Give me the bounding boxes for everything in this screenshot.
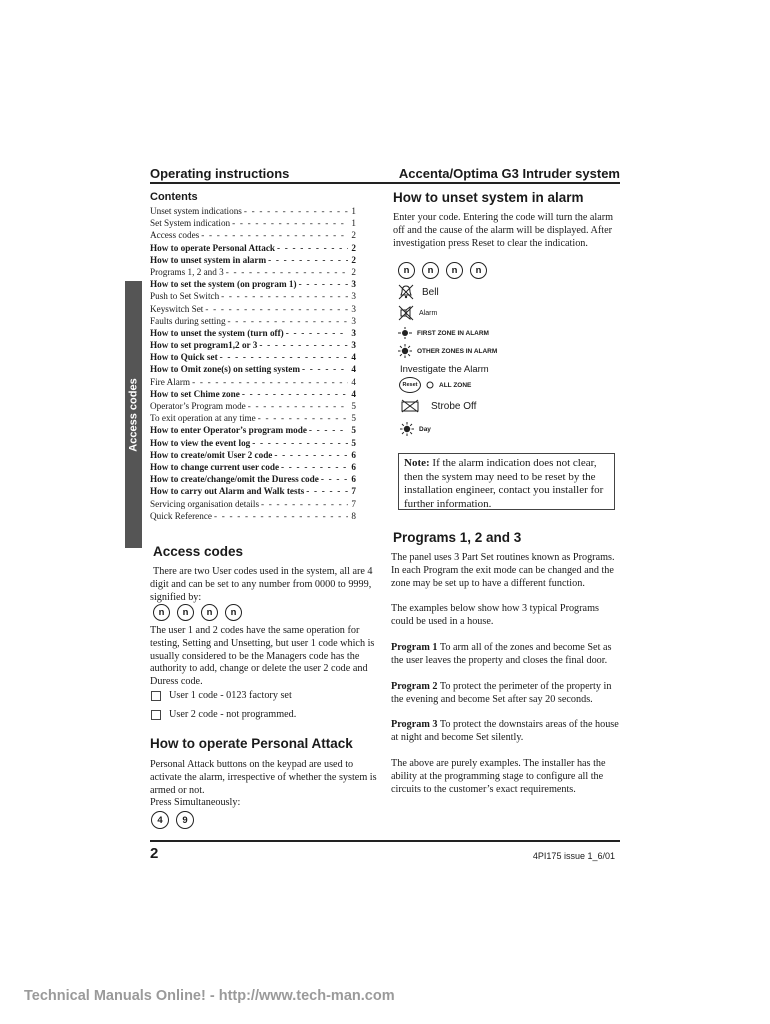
keypad-key-icon: n xyxy=(422,262,439,279)
day-label: Day xyxy=(419,425,431,433)
toc-entry-label: How to carry out Alarm and Walk tests xyxy=(150,486,305,497)
footer-rule xyxy=(150,840,620,842)
toc-entry-label: Programs 1, 2 and 3 xyxy=(150,266,224,277)
unlit-light-icon xyxy=(426,381,434,389)
toc-row xyxy=(150,254,356,266)
toc-row xyxy=(150,388,356,400)
toc-leader-dots xyxy=(300,363,348,375)
personal-attack-keys xyxy=(151,811,194,829)
toc-row xyxy=(150,351,356,363)
toc-entry-label: Servicing organisation details xyxy=(150,498,260,509)
toc-leader-dots xyxy=(190,376,348,388)
header-right-title: Accenta/Optima G3 Intruder system xyxy=(398,166,620,181)
toc-row xyxy=(150,363,356,375)
issue-number: 4PI175 issue 1_6/01 xyxy=(532,851,615,861)
toc-entry-page: 3 xyxy=(351,291,356,302)
program1-text xyxy=(391,642,619,668)
toc-entry-page: 5 xyxy=(351,401,356,411)
user2-code-text: User 2 code - not programmed. xyxy=(169,709,297,720)
toc-leader-dots xyxy=(319,473,348,485)
toc-row xyxy=(150,278,356,290)
programs-para3: The above are purely examples. The installer has the ability at the programming stage to configure all the circuits to the customer’s exact requirements. xyxy=(391,758,606,795)
note-text: If the alarm indication does not clear, then the system may need to be reset by the installation engineer, contact you installer for further information. xyxy=(404,457,604,510)
checkbox-icon xyxy=(151,710,161,720)
toc-entry-label: How to unset the system (turn off) xyxy=(150,327,284,338)
access-codes-heading: Access codes xyxy=(153,544,244,559)
toc-entry-label: How to view the event log xyxy=(150,437,251,448)
toc-entry-page: 1 xyxy=(351,218,356,229)
flashing-light-icon xyxy=(398,327,412,339)
user1-code-text: User 1 code - 0123 factory set xyxy=(169,690,292,701)
toc-entry-page: 6 xyxy=(351,461,356,472)
toc-entry-label: Operator’s Program mode xyxy=(150,401,246,411)
toc-entry-page: 7 xyxy=(351,486,356,497)
toc-leader-dots xyxy=(256,412,348,424)
toc-row xyxy=(150,449,356,461)
toc-entry-page: 2 xyxy=(351,266,356,277)
program3-label: Program 3 xyxy=(391,719,438,730)
table-of-contents xyxy=(150,205,356,522)
toc-leader-dots xyxy=(304,485,348,497)
personal-attack-para: Personal Attack buttons on the keypad are used to activate the alarm, irrespective of whether the system is armed or not. xyxy=(150,759,377,796)
toc-row xyxy=(150,339,356,351)
bell-label: Bell xyxy=(422,286,439,298)
alarm-label: Alarm xyxy=(419,309,438,317)
toc-entry-label: How to create/omit User 2 code xyxy=(150,449,273,460)
toc-entry-page: 4 xyxy=(351,352,356,363)
program2-text xyxy=(391,681,619,707)
toc-row xyxy=(150,217,356,229)
day-light-icon xyxy=(400,422,414,436)
keypad-key-icon: n xyxy=(470,262,487,279)
toc-row xyxy=(150,327,356,339)
toc-row xyxy=(150,205,356,217)
toc-leader-dots xyxy=(266,254,348,266)
toc-entry-page: 8 xyxy=(351,510,356,521)
toc-entry-label: How to operate Personal Attack xyxy=(150,242,276,253)
toc-row xyxy=(150,242,356,254)
toc-entry-label: Set System indication xyxy=(150,218,231,229)
program1-label: Program 1 xyxy=(391,642,438,653)
keypad-key-icon: 4 xyxy=(151,811,169,829)
side-tab-label: Access codes xyxy=(127,377,140,452)
toc-row xyxy=(150,400,356,412)
toc-row xyxy=(150,473,356,485)
toc-entry-page: 3 xyxy=(351,315,356,326)
unset-code-keys xyxy=(398,262,487,279)
first-zone-indicator xyxy=(398,327,489,339)
toc-row xyxy=(150,461,356,473)
toc-row xyxy=(150,266,356,278)
toc-row xyxy=(150,424,356,436)
toc-entry-label: How to unset system in alarm xyxy=(150,254,267,265)
header-rule xyxy=(150,182,620,184)
program3-desc: To protect the downstairs areas of the house at night and become Set silently. xyxy=(391,719,619,743)
toc-leader-dots xyxy=(230,217,348,229)
keypad-key-icon: n xyxy=(446,262,463,279)
toc-leader-dots xyxy=(257,339,348,351)
toc-leader-dots xyxy=(240,388,348,400)
toc-row xyxy=(150,376,356,388)
toc-entry-page: 6 xyxy=(351,474,356,485)
note-box xyxy=(398,453,615,510)
other-zones-indicator xyxy=(398,344,497,358)
toc-leader-dots xyxy=(279,461,348,473)
checkbox-icon xyxy=(151,691,161,701)
bell-indicator xyxy=(398,284,439,300)
program3-text xyxy=(391,719,619,745)
toc-entry-label: Keyswitch Set xyxy=(150,303,204,314)
toc-entry-label: Faults during setting xyxy=(150,315,226,326)
toc-row xyxy=(150,510,356,522)
all-zone-label: ALL ZONE xyxy=(439,381,472,389)
toc-entry-page: 7 xyxy=(351,498,356,509)
day-indicator xyxy=(400,422,431,436)
toc-entry-label: To exit operation at any time xyxy=(150,413,256,424)
toc-entry-page: 2 xyxy=(351,230,356,241)
toc-leader-dots xyxy=(259,498,348,510)
keypad-key-icon: n xyxy=(153,604,170,621)
watermark-text: Technical Manuals Online! - http://www.tech-man.com xyxy=(24,988,395,1004)
toc-entry-label: How to enter Operator’s program mode xyxy=(150,425,307,436)
programs-para2: The examples below show how 3 typical Programs could be used in a house. xyxy=(391,603,599,627)
other-zones-label: OTHER ZONES IN ALARM xyxy=(417,347,498,355)
toc-row xyxy=(150,229,356,241)
access-codes-para1: There are two User codes used in the system, all are 4 digit and can be set to any number from 0000 to 9999, signified by: xyxy=(150,566,373,603)
press-simultaneously: Press Simultaneously: xyxy=(150,797,241,808)
toc-leader-dots xyxy=(275,242,348,254)
toc-leader-dots xyxy=(250,437,348,449)
toc-entry-label: How to change current user code xyxy=(150,461,280,472)
toc-row xyxy=(150,498,356,510)
header-left-title: Operating instructions xyxy=(150,166,290,181)
programs-para1: The panel uses 3 Part Set routines known as Programs. In each Program the exit mode can be changed and the zone may be set up to have a different function. xyxy=(391,552,615,589)
toc-leader-dots xyxy=(224,266,348,278)
toc-row xyxy=(150,290,356,302)
strobe-off-label: Strobe Off xyxy=(431,400,477,412)
toc-entry-label: How to Omit zone(s) on setting system xyxy=(150,364,301,375)
user2-code-item xyxy=(151,709,296,722)
toc-leader-dots xyxy=(226,315,348,327)
side-section-tab xyxy=(125,281,142,548)
contents-title: Contents xyxy=(150,191,198,203)
toc-entry-page: 5 xyxy=(351,413,356,424)
investigate-alarm-text: Investigate the Alarm xyxy=(400,364,489,375)
alarm-indicator xyxy=(398,305,437,321)
toc-leader-dots xyxy=(203,303,348,315)
toc-entry-label: Quick Reference xyxy=(150,510,212,521)
note-label: Note: xyxy=(404,457,430,469)
toc-entry-page: 3 xyxy=(351,327,356,338)
page-number: 2 xyxy=(150,845,159,862)
toc-leader-dots xyxy=(272,449,348,461)
alarm-crossed-icon xyxy=(398,305,414,321)
toc-entry-page: 6 xyxy=(351,449,356,460)
toc-leader-dots xyxy=(242,205,348,217)
user1-code-item xyxy=(151,690,292,703)
first-zone-label: FIRST ZONE IN ALARM xyxy=(417,329,489,337)
keypad-key-icon: n xyxy=(225,604,242,621)
toc-entry-label: Unset system indications xyxy=(150,206,242,216)
bell-crossed-icon xyxy=(398,284,414,300)
toc-row xyxy=(150,412,356,424)
toc-entry-page: 5 xyxy=(351,437,356,448)
toc-entry-page: 2 xyxy=(351,254,356,265)
program2-label: Program 2 xyxy=(391,681,438,692)
toc-leader-dots xyxy=(219,290,348,302)
keypad-key-icon: n xyxy=(177,604,194,621)
toc-entry-label: How to Quick set xyxy=(150,352,218,363)
toc-entry-page: 1 xyxy=(351,206,356,216)
toc-entry-page: 5 xyxy=(351,425,356,436)
access-codes-para2: The user 1 and 2 codes have the same operation for testing, Setting and Unsetting, but user 1 code which is usually considered to be the Managers code has the authority to add, change or delete the user 2 code and Duress code. xyxy=(150,625,375,688)
access-code-keys xyxy=(153,604,242,621)
toc-leader-dots xyxy=(218,351,348,363)
reset-indicator xyxy=(399,377,471,393)
toc-row xyxy=(150,485,356,497)
strobe-off-indicator xyxy=(400,399,476,413)
toc-leader-dots xyxy=(246,400,348,412)
programs-heading: Programs 1, 2 and 3 xyxy=(393,530,522,545)
toc-leader-dots xyxy=(199,229,348,241)
toc-leader-dots xyxy=(297,278,348,290)
keypad-key-icon: n xyxy=(398,262,415,279)
toc-entry-page: 4 xyxy=(351,388,356,399)
reset-key-icon: Reset xyxy=(399,377,421,393)
toc-entry-page: 3 xyxy=(351,340,356,351)
toc-entry-label: How to create/change/omit the Duress code xyxy=(150,474,319,485)
program2-desc: To protect the perimeter of the property in the evening and become Set after say 20 seconds. xyxy=(391,681,612,705)
toc-row xyxy=(150,437,356,449)
keypad-key-icon: 9 xyxy=(176,811,194,829)
toc-entry-label: Fire Alarm xyxy=(150,376,191,387)
unset-alarm-para: Enter your code. Entering the code will turn the alarm off and the cause of the alarm will be displayed. After investigation press Reset to clear the indication. xyxy=(393,212,614,249)
strobe-crossed-icon xyxy=(400,399,420,413)
toc-entry-page: 2 xyxy=(351,242,356,253)
toc-entry-page: 4 xyxy=(351,376,356,387)
toc-entry-label: How to set program1,2 or 3 xyxy=(150,340,258,351)
toc-leader-dots xyxy=(284,327,348,339)
toc-leader-dots xyxy=(307,424,348,436)
toc-entry-label: Access codes xyxy=(150,230,200,241)
toc-row xyxy=(150,303,356,315)
program1-desc: To arm all of the zones and become Set as the user leaves the property and closes the final door. xyxy=(391,642,612,666)
toc-entry-label: How to set the system (on program 1) xyxy=(150,279,297,290)
toc-entry-label: Push to Set Switch xyxy=(150,291,220,302)
toc-row xyxy=(150,315,356,327)
toc-entry-page: 3 xyxy=(351,279,356,290)
toc-entry-label: How to set Chime zone xyxy=(150,388,240,399)
keypad-key-icon: n xyxy=(201,604,218,621)
personal-attack-heading: How to operate Personal Attack xyxy=(150,736,353,751)
lit-light-icon xyxy=(398,344,412,358)
toc-leader-dots xyxy=(212,510,348,522)
toc-entry-page: 4 xyxy=(351,364,356,375)
toc-entry-page: 3 xyxy=(351,303,356,314)
unset-alarm-heading: How to unset system in alarm xyxy=(393,190,584,205)
